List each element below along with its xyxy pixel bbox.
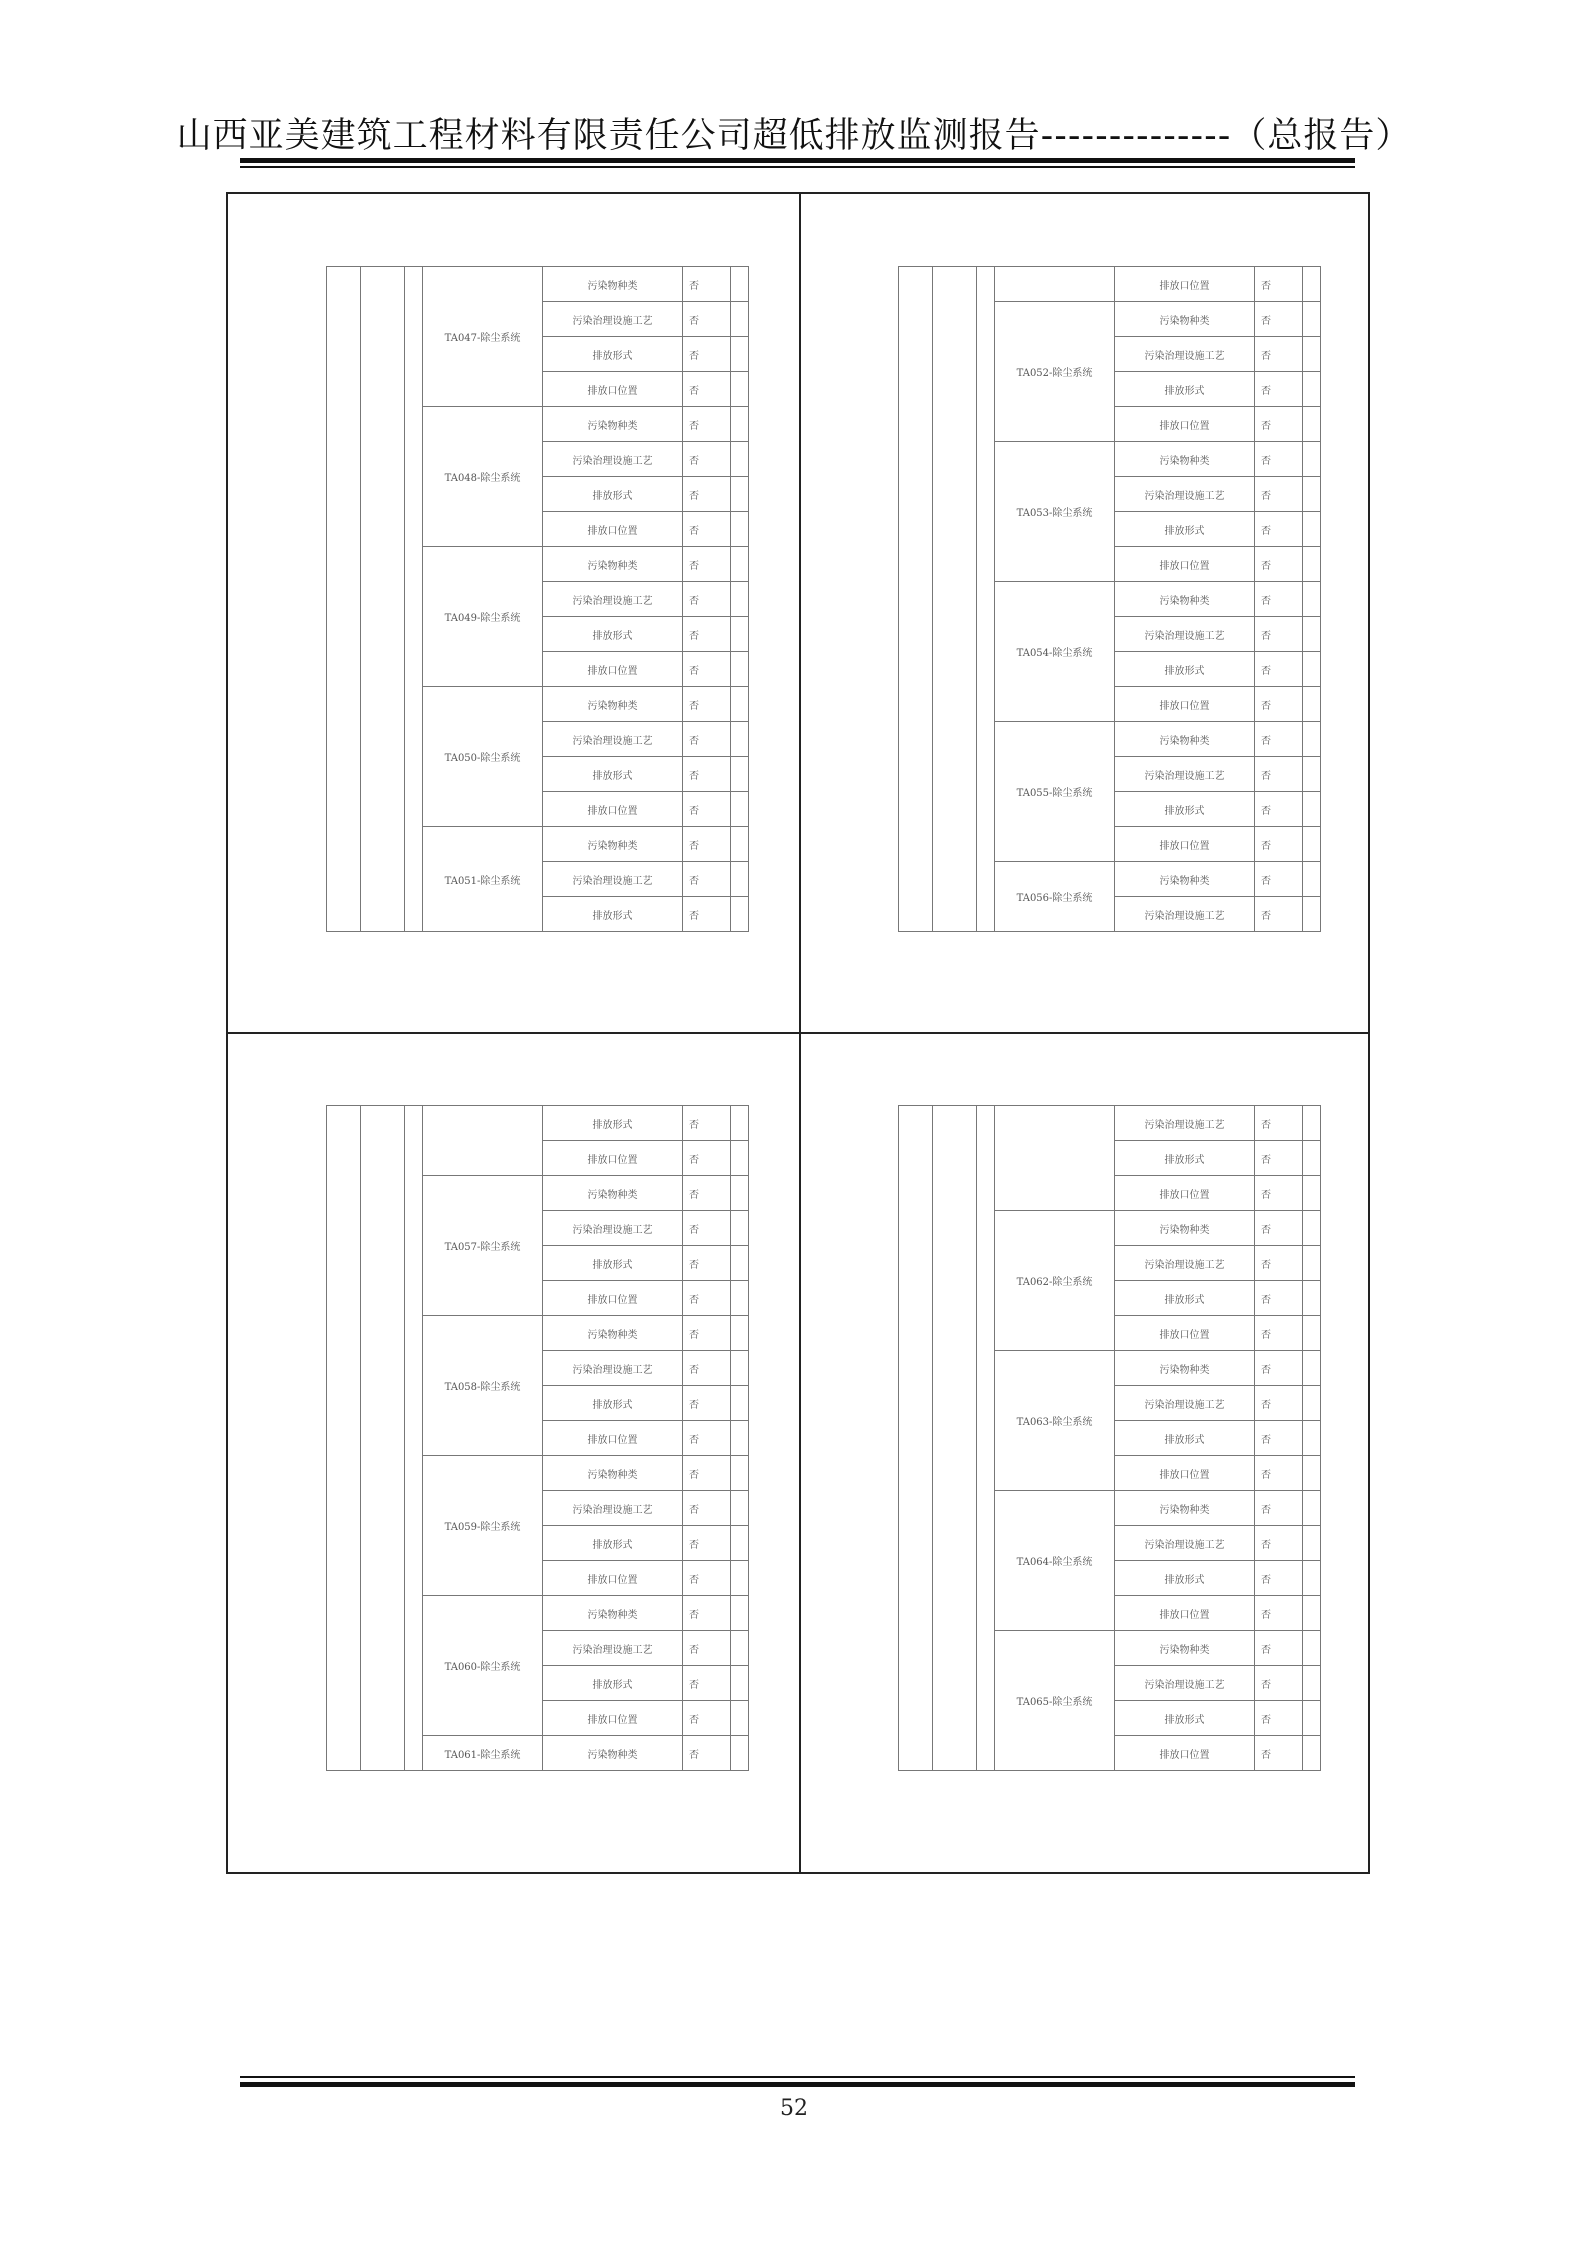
blank-end-cell [731,1456,749,1491]
blank-end-cell [1303,792,1321,827]
result-cell: 否 [683,1386,731,1421]
blank-end-cell [1303,1386,1321,1421]
result-cell: 否 [1255,302,1303,337]
result-cell: 否 [683,1106,731,1141]
check-item-cell: 污染治理设施工艺 [1115,897,1255,932]
result-cell: 否 [1255,1526,1303,1561]
blank-end-cell [731,1526,749,1561]
check-item-cell: 排放口位置 [1115,1316,1255,1351]
check-item-cell: 排放口位置 [543,652,683,687]
blank-end-cell [731,1491,749,1526]
result-cell: 否 [683,1526,731,1561]
result-cell: 否 [1255,442,1303,477]
system-cell: TA064-除尘系统 [995,1491,1115,1631]
blank-end-cell [1303,1211,1321,1246]
blank-end-cell [1303,267,1321,302]
check-item-cell: 排放口位置 [1115,687,1255,722]
footer-rule-thick [240,2082,1355,2087]
check-item-cell: 排放形式 [1115,792,1255,827]
blank-column-cell [899,1106,933,1771]
blank-end-cell [731,1176,749,1211]
check-item-cell: 排放形式 [543,1526,683,1561]
result-cell: 否 [1255,1351,1303,1386]
blank-end-cell [731,477,749,512]
check-item-cell: 污染物种类 [543,1456,683,1491]
table-row [899,1106,1321,1141]
result-cell: 否 [683,547,731,582]
result-cell: 否 [683,862,731,897]
result-cell: 否 [1255,827,1303,862]
blank-column-cell [361,1106,405,1771]
check-item-cell: 污染治理设施工艺 [1115,1106,1255,1141]
result-cell: 否 [1255,1456,1303,1491]
check-item-cell: 排放形式 [1115,1701,1255,1736]
system-cell: TA054-除尘系统 [995,582,1115,722]
blank-end-cell [731,1141,749,1176]
result-cell: 否 [683,477,731,512]
table-row [899,267,1321,302]
result-cell: 否 [683,512,731,547]
result-cell: 否 [683,302,731,337]
result-cell: 否 [683,442,731,477]
check-item-cell: 污染物种类 [543,827,683,862]
result-cell: 否 [683,687,731,722]
check-item-cell: 排放口位置 [1115,1736,1255,1771]
result-cell: 否 [683,267,731,302]
result-cell: 否 [683,1316,731,1351]
blank-end-cell [1303,372,1321,407]
system-cell: TA048-除尘系统 [423,407,543,547]
blank-end-cell [1303,302,1321,337]
result-cell: 否 [1255,582,1303,617]
blank-end-cell [731,1666,749,1701]
result-cell: 否 [1255,1316,1303,1351]
system-cell [423,1106,543,1176]
result-cell: 否 [683,1211,731,1246]
blank-end-cell [731,372,749,407]
scanned-table-bottom-right [898,1105,1321,1771]
result-cell: 否 [1255,1491,1303,1526]
check-item-cell: 污染治理设施工艺 [543,442,683,477]
check-item-cell: 排放口位置 [1115,1456,1255,1491]
blank-end-cell [731,267,749,302]
check-item-cell: 污染治理设施工艺 [1115,1666,1255,1701]
report-header-title: 山西亚美建筑工程材料有限责任公司超低排放监测报告--------------（总报告） [176,116,1412,156]
result-cell: 否 [683,1666,731,1701]
blank-end-cell [1303,1316,1321,1351]
blank-end-cell [731,757,749,792]
check-item-cell: 污染治理设施工艺 [1115,477,1255,512]
blank-end-cell [731,617,749,652]
blank-end-cell [1303,722,1321,757]
system-cell: TA059-除尘系统 [423,1456,543,1596]
table-row [327,267,749,302]
system-cell: TA058-除尘系统 [423,1316,543,1456]
blank-end-cell [731,1596,749,1631]
check-item-cell: 排放口位置 [1115,1596,1255,1631]
check-item-cell: 排放口位置 [543,372,683,407]
check-item-cell: 污染物种类 [543,1596,683,1631]
check-item-cell: 排放形式 [1115,652,1255,687]
blank-column-cell [899,267,933,932]
check-item-cell: 排放形式 [543,897,683,932]
blank-column-cell [933,1106,977,1771]
blank-column-cell [977,1106,995,1771]
check-item-cell: 污染治理设施工艺 [543,862,683,897]
check-item-cell: 污染物种类 [1115,302,1255,337]
page-number: 52 [780,2096,808,2121]
blank-end-cell [1303,1736,1321,1771]
check-item-cell: 排放口位置 [1115,547,1255,582]
check-item-cell: 排放形式 [543,617,683,652]
result-cell: 否 [1255,897,1303,932]
blank-end-cell [731,582,749,617]
result-cell: 否 [683,1421,731,1456]
check-item-cell: 污染治理设施工艺 [543,1211,683,1246]
result-cell: 否 [683,897,731,932]
scanned-table-top-right [898,266,1321,932]
blank-end-cell [731,687,749,722]
check-item-cell: 污染物种类 [543,267,683,302]
check-item-cell: 污染治理设施工艺 [543,722,683,757]
result-cell: 否 [1255,1246,1303,1281]
result-cell: 否 [1255,1596,1303,1631]
check-item-cell: 污染治理设施工艺 [1115,757,1255,792]
result-cell: 否 [683,1561,731,1596]
result-cell: 否 [683,1701,731,1736]
result-cell: 否 [1255,477,1303,512]
blank-end-cell [1303,827,1321,862]
check-item-cell: 污染物种类 [1115,862,1255,897]
result-cell: 否 [683,1281,731,1316]
result-cell: 否 [683,792,731,827]
blank-end-cell [731,1351,749,1386]
blank-end-cell [1303,1631,1321,1666]
blank-end-cell [1303,1246,1321,1281]
grid-horizontal-divider [228,1032,1368,1034]
blank-end-cell [1303,862,1321,897]
result-cell: 否 [683,407,731,442]
blank-column-cell [405,1106,423,1771]
blank-end-cell [1303,442,1321,477]
result-cell: 否 [683,1631,731,1666]
blank-end-cell [731,337,749,372]
check-item-cell: 污染治理设施工艺 [1115,1386,1255,1421]
result-cell: 否 [1255,862,1303,897]
result-cell: 否 [683,827,731,862]
blank-end-cell [1303,1351,1321,1386]
blank-end-cell [1303,1491,1321,1526]
result-cell: 否 [683,1176,731,1211]
result-cell: 否 [1255,722,1303,757]
check-item-cell: 污染治理设施工艺 [1115,337,1255,372]
system-cell: TA060-除尘系统 [423,1596,543,1736]
blank-end-cell [1303,1666,1321,1701]
result-cell: 否 [683,1456,731,1491]
result-cell: 否 [1255,547,1303,582]
result-cell: 否 [1255,1631,1303,1666]
result-cell: 否 [683,372,731,407]
header-rule-thick [240,158,1355,163]
blank-end-cell [731,442,749,477]
result-cell: 否 [683,1491,731,1526]
check-item-cell: 污染治理设施工艺 [543,302,683,337]
blank-end-cell [1303,1106,1321,1141]
blank-end-cell [731,1281,749,1316]
blank-end-cell [1303,687,1321,722]
check-item-cell: 排放形式 [1115,1421,1255,1456]
blank-end-cell [731,512,749,547]
check-item-cell: 污染物种类 [1115,722,1255,757]
check-item-cell: 污染物种类 [1115,1211,1255,1246]
blank-end-cell [1303,652,1321,687]
result-cell: 否 [1255,1281,1303,1316]
blank-end-cell [1303,1281,1321,1316]
check-item-cell: 污染物种类 [543,1736,683,1771]
system-cell: TA053-除尘系统 [995,442,1115,582]
result-cell: 否 [1255,1701,1303,1736]
blank-end-cell [1303,582,1321,617]
system-cell: TA057-除尘系统 [423,1176,543,1316]
check-item-cell: 排放形式 [543,337,683,372]
check-item-cell: 排放形式 [1115,1281,1255,1316]
check-item-cell: 排放形式 [1115,372,1255,407]
check-item-cell: 污染物种类 [1115,1631,1255,1666]
check-item-cell: 污染物种类 [543,547,683,582]
result-cell: 否 [683,1351,731,1386]
blank-column-cell [933,267,977,932]
blank-column-cell [361,267,405,932]
check-item-cell: 污染物种类 [1115,1491,1255,1526]
result-cell: 否 [683,757,731,792]
blank-end-cell [1303,547,1321,582]
system-cell: TA051-除尘系统 [423,827,543,932]
result-cell: 否 [683,1596,731,1631]
check-item-cell: 排放形式 [543,757,683,792]
check-item-cell: 排放口位置 [1115,1176,1255,1211]
result-cell: 否 [1255,1736,1303,1771]
system-cell: TA047-除尘系统 [423,267,543,407]
check-item-cell: 排放口位置 [1115,407,1255,442]
blank-end-cell [1303,1421,1321,1456]
blank-end-cell [1303,1596,1321,1631]
system-cell: TA061-除尘系统 [423,1736,543,1771]
check-item-cell: 污染物种类 [1115,582,1255,617]
blank-end-cell [1303,1176,1321,1211]
blank-end-cell [1303,1701,1321,1736]
blank-end-cell [731,1561,749,1596]
check-item-cell: 污染治理设施工艺 [1115,1526,1255,1561]
blank-end-cell [1303,1561,1321,1596]
check-item-cell: 排放口位置 [543,1281,683,1316]
blank-end-cell [1303,407,1321,442]
blank-end-cell [731,547,749,582]
check-item-cell: 排放形式 [1115,1561,1255,1596]
blank-end-cell [1303,1456,1321,1491]
result-cell: 否 [683,617,731,652]
check-item-cell: 污染治理设施工艺 [1115,617,1255,652]
blank-end-cell [1303,897,1321,932]
result-cell: 否 [1255,1141,1303,1176]
system-cell: TA062-除尘系统 [995,1211,1115,1351]
blank-column-cell [327,1106,361,1771]
result-cell: 否 [1255,1561,1303,1596]
blank-end-cell [1303,757,1321,792]
check-item-cell: 排放形式 [543,477,683,512]
blank-end-cell [731,1736,749,1771]
blank-end-cell [731,897,749,932]
result-cell: 否 [683,652,731,687]
blank-end-cell [1303,512,1321,547]
system-cell: TA056-除尘系统 [995,862,1115,932]
blank-end-cell [731,722,749,757]
blank-end-cell [731,1246,749,1281]
blank-end-cell [731,827,749,862]
result-cell: 否 [683,1141,731,1176]
result-cell: 否 [683,582,731,617]
blank-end-cell [1303,1526,1321,1561]
header-rule-thin [240,166,1355,168]
result-cell: 否 [1255,1386,1303,1421]
check-item-cell: 排放口位置 [543,792,683,827]
check-item-cell: 污染物种类 [1115,1351,1255,1386]
blank-end-cell [1303,1141,1321,1176]
blank-end-cell [731,1316,749,1351]
result-cell: 否 [1255,1176,1303,1211]
result-cell: 否 [683,1246,731,1281]
check-item-cell: 污染治理设施工艺 [543,582,683,617]
blank-column-cell [405,267,423,932]
check-item-cell: 污染物种类 [543,687,683,722]
blank-end-cell [731,652,749,687]
check-item-cell: 污染治理设施工艺 [1115,1246,1255,1281]
blank-end-cell [731,862,749,897]
blank-end-cell [731,302,749,337]
system-cell: TA065-除尘系统 [995,1631,1115,1771]
check-item-cell: 排放口位置 [1115,267,1255,302]
check-item-cell: 排放形式 [543,1106,683,1141]
footer-rule-thin [240,2076,1355,2078]
scanned-table-top-left [326,266,749,932]
blank-end-cell [731,792,749,827]
check-item-cell: 排放口位置 [543,1561,683,1596]
result-cell: 否 [1255,267,1303,302]
check-item-cell: 污染治理设施工艺 [543,1631,683,1666]
result-cell: 否 [1255,687,1303,722]
result-cell: 否 [1255,1421,1303,1456]
blank-end-cell [731,1631,749,1666]
result-cell: 否 [1255,372,1303,407]
blank-end-cell [731,1701,749,1736]
check-item-cell: 排放形式 [1115,512,1255,547]
system-cell: TA050-除尘系统 [423,687,543,827]
check-item-cell: 排放口位置 [1115,827,1255,862]
system-cell [995,1106,1115,1211]
result-cell: 否 [1255,407,1303,442]
result-cell: 否 [1255,1106,1303,1141]
table-row [327,1106,749,1141]
check-item-cell: 排放口位置 [543,1701,683,1736]
result-cell: 否 [1255,1666,1303,1701]
blank-end-cell [731,1421,749,1456]
result-cell: 否 [683,722,731,757]
blank-end-cell [1303,477,1321,512]
check-item-cell: 排放形式 [543,1246,683,1281]
check-item-cell: 排放形式 [1115,1141,1255,1176]
blank-end-cell [731,1386,749,1421]
result-cell: 否 [683,337,731,372]
result-cell: 否 [1255,757,1303,792]
system-cell: TA052-除尘系统 [995,302,1115,442]
blank-column-cell [327,267,361,932]
blank-end-cell [731,407,749,442]
system-cell [995,267,1115,302]
check-item-cell: 排放口位置 [543,1421,683,1456]
check-item-cell: 污染物种类 [543,407,683,442]
check-item-cell: 排放口位置 [543,512,683,547]
check-item-cell: 污染物种类 [543,1176,683,1211]
result-cell: 否 [1255,337,1303,372]
result-cell: 否 [1255,652,1303,687]
blank-column-cell [977,267,995,932]
check-item-cell: 污染治理设施工艺 [543,1491,683,1526]
system-cell: TA063-除尘系统 [995,1351,1115,1491]
blank-end-cell [731,1211,749,1246]
system-cell: TA055-除尘系统 [995,722,1115,862]
result-cell: 否 [683,1736,731,1771]
check-item-cell: 排放口位置 [543,1141,683,1176]
blank-end-cell [731,1106,749,1141]
check-item-cell: 排放形式 [543,1666,683,1701]
check-item-cell: 污染物种类 [1115,442,1255,477]
result-cell: 否 [1255,617,1303,652]
result-cell: 否 [1255,512,1303,547]
result-cell: 否 [1255,1211,1303,1246]
check-item-cell: 污染物种类 [543,1316,683,1351]
scanned-table-bottom-left [326,1105,749,1771]
blank-end-cell [1303,337,1321,372]
check-item-cell: 排放形式 [543,1386,683,1421]
system-cell: TA049-除尘系统 [423,547,543,687]
blank-end-cell [1303,617,1321,652]
check-item-cell: 污染治理设施工艺 [543,1351,683,1386]
result-cell: 否 [1255,792,1303,827]
